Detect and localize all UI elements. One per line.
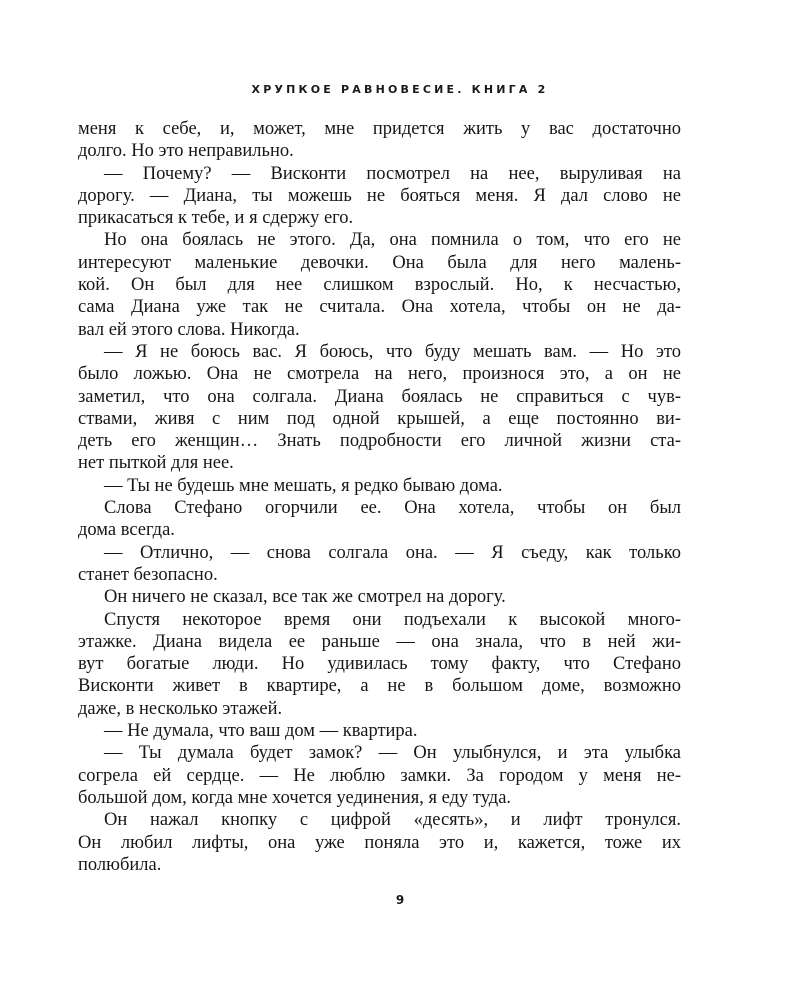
- text-line: вал ей этого слова. Никогда.: [78, 319, 300, 340]
- text-line: прикасаться к тебе, и я сдержу его.: [78, 208, 354, 229]
- text-line: этажке. Диана видела ее раньше — она знала, что в ней жи-: [78, 631, 681, 652]
- text-line: долго. Но это неправильно.: [78, 141, 294, 162]
- text-line: нет пыткой для нее.: [78, 453, 234, 474]
- text-line: интересуют маленькие девочки. Она была для него малень-: [78, 252, 681, 273]
- text-line: — Я не боюсь вас. Я боюсь, что буду мешать вам. — Но это: [104, 341, 681, 362]
- text-line: меня к себе, и, может, мне придется жить у вас достаточно: [78, 119, 681, 139]
- text-line: Он любил лифты, она уже поняла это и, кажется, тоже их: [78, 832, 681, 853]
- text-line: — Отлично, — снова солгала она. — Я съеду, как только: [104, 542, 681, 563]
- text-line: дома всегда.: [78, 520, 175, 541]
- text-line: заметил, что она солгала. Диана боялась не справиться с чув-: [78, 386, 681, 407]
- text-line: большой дом, когда мне хочется уединения, я еду туда.: [78, 787, 512, 808]
- text-line: даже, в несколько этажей.: [78, 698, 283, 719]
- text-line: Спустя некоторое время они подъехали к высокой много-: [104, 609, 681, 630]
- text-line: Он ничего не сказал, все так же смотрел на дорогу.: [104, 587, 506, 608]
- text-line: Слова Стефано огорчили ее. Она хотела, чтобы он был: [104, 498, 681, 519]
- text-line: полюбила.: [78, 854, 162, 875]
- text-line: согрела ей сердце. — Не люблю замки. За городом у меня не-: [78, 765, 681, 786]
- text-line: — Ты не будешь мне мешать, я редко бываю дома.: [104, 475, 503, 496]
- text-line: сама Диана уже так не считала. Она хотела, чтобы он не да-: [78, 297, 681, 318]
- text-line: Он нажал кнопку с цифрой «десять», и лифт тронулся.: [104, 810, 681, 831]
- text-line: Но она боялась не этого. Да, она помнила о том, что его не: [104, 230, 681, 251]
- text-line: кой. Он был для нее слишком взрослый. Но, к несчастью,: [78, 275, 681, 296]
- text-line: вут богатые люди. Но удивилась тому факту, что Стефано: [78, 654, 681, 675]
- text-line: — Ты думала будет замок? — Он улыбнулся, и эта улыбка: [104, 743, 681, 764]
- body-text: [78, 118, 681, 876]
- running-head: ХРУПКОЕ РАВНОВЕСИЕ. КНИГА 2: [251, 83, 549, 96]
- text-line: ствами, живя с ним под одной крышей, а еще постоянно ви-: [78, 408, 681, 429]
- text-line: станет безопасно.: [78, 564, 218, 585]
- text-line: Висконти живет в квартире, а не в большом доме, возможно: [78, 676, 681, 697]
- page-number: 9: [395, 893, 405, 907]
- text-line: было ложью. Она не смотрела на него, произнося это, а он не: [78, 364, 681, 385]
- text-line: — Не думала, что ваш дом — квартира.: [104, 721, 418, 742]
- text-line: дорогу. — Диана, ты можешь не бояться меня. Я дал слово не: [78, 185, 681, 206]
- text-line: — Почему? — Висконти посмотрел на нее, выруливая на: [104, 163, 681, 184]
- text-line: деть его женщин… Знать подробности его личной жизни ста-: [78, 431, 681, 452]
